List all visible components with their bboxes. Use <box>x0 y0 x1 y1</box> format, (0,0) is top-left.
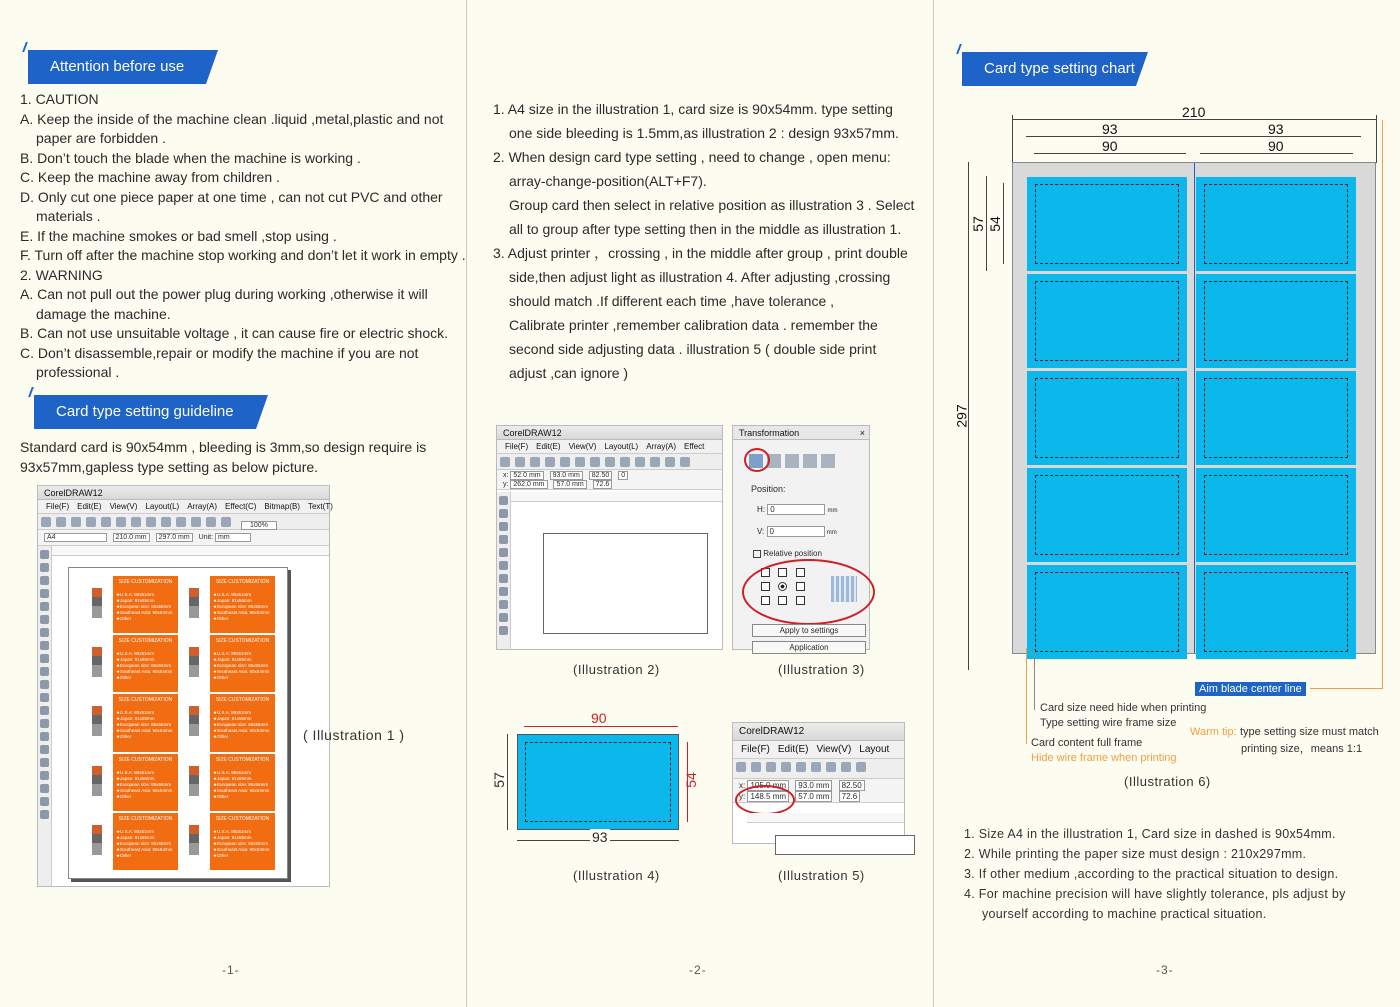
h-field[interactable]: 57.0 mm <box>795 791 832 802</box>
card-line: ★Southeast Asia: 90x54mm <box>213 669 270 675</box>
card-logo <box>180 635 210 692</box>
card-header: SIZE CUSTOMIZATION <box>215 638 270 645</box>
dim-297: 297 <box>953 404 970 428</box>
card-line: ★Southeast Asia: 90x54mm <box>116 610 173 615</box>
toolbox <box>38 546 52 886</box>
card-content <box>113 813 178 870</box>
chart-card <box>1196 565 1356 659</box>
chart-banner <box>962 52 1136 86</box>
card-line: ★U.S.A: 89x51mm <box>116 769 155 775</box>
close-icon[interactable]: × <box>859 428 865 438</box>
dim-210: 210 <box>1182 104 1206 120</box>
caution-item: paper are forbidden . <box>36 130 166 146</box>
business-card <box>82 812 179 871</box>
guideline-banner <box>34 395 256 429</box>
step-line: Calibrate printer ,remember calibration data . remember the <box>509 317 878 333</box>
business-card <box>179 812 276 871</box>
chart-notes <box>964 824 1369 924</box>
illustration-6-caption: (Illustration 6) <box>1124 774 1211 789</box>
annotation-leader-1 <box>1034 648 1035 710</box>
panel-title: Transformation <box>739 428 800 438</box>
card-header: SIZE CUSTOMIZATION <box>118 756 173 763</box>
step-line: side,then adjust light as illustration 4. After adjusting ,crossing <box>509 269 891 285</box>
app-titlebar <box>733 723 904 741</box>
chart-card <box>1196 371 1356 465</box>
card-line: ★U.S.A: 89x51mm <box>213 651 252 657</box>
caution-item: F. Turn off after the machine stop working and don’t let it work in empty . <box>20 247 466 263</box>
menu-edit[interactable]: Edit(E) <box>77 502 102 511</box>
note-line: 4. For machine precision will have slightly tolerance, pls adjust by <box>964 887 1346 901</box>
highlight-ellipse <box>735 785 795 815</box>
page-1 <box>0 0 467 1007</box>
card-line: ★Other <box>213 793 229 799</box>
height-field[interactable]: 297.0 mm <box>156 533 193 542</box>
v-label: V: <box>757 527 765 536</box>
scale-x-field[interactable]: 82.50 <box>839 780 865 791</box>
caution-item: materials . <box>36 208 101 224</box>
card-line: ★U.S.A: 89x51mm <box>116 828 155 834</box>
warning-heading: 2. WARNING <box>20 266 103 283</box>
card-header: SIZE CUSTOMIZATION <box>118 815 173 822</box>
card-logo <box>83 813 113 870</box>
card-header: SIZE CUSTOMIZATION <box>215 756 270 763</box>
annotation-leader-2 <box>1026 648 1027 744</box>
menu-bar <box>733 741 904 759</box>
card-line: ★Other <box>116 793 132 799</box>
right-dimension: 54 <box>682 772 699 788</box>
blade-center-line <box>1194 163 1195 653</box>
dim-90-right: 90 <box>1268 138 1284 154</box>
caution-item: E. If the machine smokes or bad smell ,stop using . <box>20 227 337 244</box>
caution-item: A. Keep the inside of the machine clean .liquid ,metal,plastic and not <box>20 110 444 127</box>
page-number-2: -2- <box>689 963 707 977</box>
guideline-line: 93x57mm,gapless type setting as below picture. <box>20 458 319 475</box>
menu-file[interactable]: File(F) <box>505 442 529 451</box>
menu-view[interactable]: View(V) <box>568 442 597 451</box>
warning-item: damage the machine. <box>36 305 171 322</box>
note-line: yourself according to machine practical situation. <box>982 907 1267 921</box>
menu-file[interactable]: File(F) <box>46 502 70 511</box>
card-line: ★Southeast Asia: 90x54mm <box>213 846 270 852</box>
menu-effect[interactable]: Effect <box>684 442 705 451</box>
width-field[interactable]: 210.0 mm <box>113 533 150 542</box>
menu-bar <box>38 500 333 514</box>
card-header: SIZE CUSTOMIZATION <box>118 579 173 585</box>
chart-card <box>1027 371 1187 465</box>
warning-item: professional . <box>36 364 120 380</box>
card-trim-line <box>1035 475 1179 555</box>
step-line: one side bleeding is 1.5mm,as illustration 2 : design 93x57mm. <box>509 125 899 141</box>
property-bar: x: 52.0 mm 93.0 mm 82.50 0 y: 262.0 mm 57.0 mm 72.6 <box>497 470 722 490</box>
highlight-ellipse <box>742 559 875 625</box>
annotation-card-size: Card size need hide when printing <box>1040 702 1207 714</box>
menu-text[interactable]: Text(T) <box>307 502 333 511</box>
caution-heading: 1. CAUTION <box>20 91 99 107</box>
card-header: SIZE CUSTOMIZATION <box>215 697 270 704</box>
card-line: ★U.S.A: 89x51mm <box>116 592 155 597</box>
note-line: 2. While printing the paper size must design : 210x297mm. <box>964 847 1307 861</box>
highlight-circle <box>744 448 770 472</box>
h-row <box>757 504 837 515</box>
illustration-5-screenshot <box>732 722 905 844</box>
apply-to-settings-button[interactable]: Apply to settings <box>752 624 866 637</box>
card-trim-line <box>1204 378 1348 458</box>
illustration-4-diagram <box>490 710 717 850</box>
card-line: ★Other <box>116 734 132 740</box>
h-field[interactable]: 57.0 mm <box>553 480 586 489</box>
step-line: all to group after type setting then in the middle as illustration 1. <box>509 221 902 237</box>
step-line: Group card then select in relative position as illustration 3 . Select <box>509 197 915 213</box>
top-ruler <box>511 492 722 502</box>
illustration-5-caption: (Illustration 5) <box>778 868 865 883</box>
menu-layout[interactable]: Layout(L) <box>145 502 180 511</box>
card-line: ★European size: 85x55mm <box>116 840 172 846</box>
aim-leader-vertical <box>1382 120 1383 689</box>
card-line: ★Southeast Asia: 90x54mm <box>213 610 270 615</box>
card-line: ★European size: 85x55mm <box>116 663 172 669</box>
card-line: ★European size: 85x55mm <box>213 604 269 609</box>
card-line: ★European size: 85x55mm <box>213 663 269 669</box>
card-logo <box>180 694 210 751</box>
card-content <box>210 694 275 751</box>
card-line: ★Southeast Asia: 90x54mm <box>116 669 173 675</box>
menu-array[interactable]: Array(A) <box>187 502 217 511</box>
h-unit: mm <box>827 508 838 514</box>
menu-edit[interactable]: Edit(E) <box>777 744 809 755</box>
card-line: ★Other <box>213 675 229 681</box>
v-unit: mm <box>826 530 837 536</box>
aim-leader-line <box>1310 688 1382 689</box>
app-title: CorelDRAW12 <box>739 726 805 737</box>
menu-bar <box>497 440 722 454</box>
relative-checkbox-row[interactable] <box>753 549 822 558</box>
size-icon[interactable] <box>803 454 817 468</box>
card-logo <box>83 694 113 751</box>
x-field[interactable]: 52.0 mm <box>510 471 543 480</box>
menu-bitmap[interactable]: Bitmap(B) <box>264 502 300 511</box>
menu-view[interactable]: View(V) <box>109 502 138 511</box>
scale-y-field[interactable]: 72.6 <box>839 791 861 802</box>
card-logo <box>180 754 210 811</box>
card-header: SIZE CUSTOMIZATION <box>215 815 270 822</box>
paper-select[interactable]: A4 <box>44 533 107 542</box>
business-card <box>179 575 276 634</box>
top-dimension: 90 <box>591 710 607 726</box>
panel-titlebar <box>733 426 869 440</box>
menu-file[interactable]: File(F) <box>741 744 770 755</box>
step-line: adjust ,can ignore ) <box>509 365 629 381</box>
card-line: ★Southeast Asia: 90x54mm <box>116 787 173 793</box>
card-line: ★Japan: 91x55mm <box>213 657 252 663</box>
chart-card <box>1027 565 1187 659</box>
card-line: ★European size: 85x55mm <box>116 604 172 609</box>
card-trim-line <box>1035 281 1179 361</box>
step-line: 3. Adjust printer ，crossing , in the middle after group , print double <box>493 245 908 261</box>
business-card <box>82 753 179 812</box>
card-line: ★Japan: 91x55mm <box>213 598 252 603</box>
illustration-3-caption: (Illustration 3) <box>778 662 865 677</box>
guideline-text <box>20 438 460 477</box>
card-content <box>113 576 178 633</box>
chart-card <box>1027 468 1187 562</box>
unit-label: Unit: <box>198 534 214 541</box>
illustration-2-caption: (Illustration 2) <box>573 662 660 677</box>
standard-toolbar <box>733 759 904 779</box>
card-content <box>113 694 178 751</box>
angle-field[interactable]: 0 <box>618 471 628 480</box>
illustration-4-caption: (Illustration 4) <box>573 868 660 883</box>
card-line: ★Japan: 91x55mm <box>116 657 155 663</box>
guideline-line: Standard card is 90x54mm , bleeding is 3mm,so design require is <box>20 439 427 455</box>
card-logo <box>83 754 113 811</box>
dim-tick <box>1376 115 1377 163</box>
annotation-wire-frame: Type setting wire frame size <box>1040 717 1177 729</box>
caution-text <box>20 90 465 383</box>
card-line: ★Southeast Asia: 90x54mm <box>116 728 173 734</box>
card-line: ★U.S.A: 89x51mm <box>213 769 252 775</box>
dim-tick <box>1012 115 1013 163</box>
card-line: ★U.S.A: 89x51mm <box>116 710 155 716</box>
apply-button[interactable]: Application <box>752 641 866 654</box>
illustration-2-screenshot <box>496 425 723 650</box>
illustration-3-transformation-panel <box>732 425 870 650</box>
card-logo <box>83 576 113 633</box>
card-line: ★Japan: 91x55mm <box>116 716 155 722</box>
app-title: CorelDRAW12 <box>44 488 103 498</box>
card-line: ★Japan: 91x55mm <box>213 834 252 840</box>
dim-90-left: 90 <box>1102 138 1118 154</box>
standard-toolbar <box>38 514 329 530</box>
dim-93-left: 93 <box>1102 121 1118 137</box>
dim-line-54 <box>1003 183 1004 264</box>
top-ruler <box>747 813 904 823</box>
card-line: ★Other <box>116 616 132 621</box>
card-header: SIZE CUSTOMIZATION <box>215 579 270 585</box>
card-content <box>113 754 178 811</box>
card-line: ★U.S.A: 89x51mm <box>213 828 252 834</box>
dim-57: 57 <box>969 216 986 232</box>
standard-toolbar <box>497 454 722 470</box>
page-2 <box>467 0 934 1007</box>
steps-text <box>493 97 923 385</box>
attention-title: Attention before use <box>50 58 185 75</box>
business-card <box>82 634 179 693</box>
zoom-select[interactable]: 100% <box>241 521 277 530</box>
card-line: ★Other <box>213 616 229 621</box>
h-input[interactable]: 0 <box>767 504 825 515</box>
card-trim-line <box>1035 572 1179 652</box>
menu-edit[interactable]: Edit(E) <box>536 442 561 451</box>
warning-item: B. Can not use unsuitable voltage , it can cause fire or electric shock. <box>20 325 449 341</box>
card-line: ★European size: 85x55mm <box>116 781 172 787</box>
chart-card <box>1027 274 1187 368</box>
caution-item: B. Don’t touch the blade when the machine is working . <box>20 149 361 166</box>
note-line: 3. If other medium ,according to the practical situation to design. <box>964 867 1339 881</box>
business-card <box>82 693 179 752</box>
card-grid <box>82 575 276 871</box>
warm-tip-text-1: type setting size must match <box>1240 726 1379 738</box>
menu-array[interactable]: Array(A) <box>646 442 676 451</box>
chart-title: Card type setting chart <box>984 60 1135 77</box>
card-line: ★Japan: 91x55mm <box>116 834 155 840</box>
app-title: CorelDRAW12 <box>503 428 562 438</box>
card-content <box>210 813 275 870</box>
card-header: SIZE CUSTOMIZATION <box>118 697 173 704</box>
position-label: Position: <box>751 484 786 494</box>
card-trim-line <box>1204 572 1348 652</box>
card-line: ★Other <box>213 734 229 740</box>
x-field[interactable]: 105.0 mm <box>747 780 789 791</box>
toolbox <box>497 492 511 649</box>
y-field[interactable]: 148.5 mm <box>747 791 789 802</box>
card-content <box>210 754 275 811</box>
dim-93-right: 93 <box>1268 121 1284 137</box>
page-number-3: -3- <box>1156 963 1174 977</box>
v-row <box>757 526 837 537</box>
a4-sheet <box>1012 162 1376 654</box>
card-line: ★European size: 85x55mm <box>213 722 269 728</box>
business-card <box>82 575 179 634</box>
caution-item: D. Only cut one piece paper at one time , can not cut PVC and other <box>20 188 443 205</box>
card-line: ★Southeast Asia: 90x54mm <box>213 787 270 793</box>
warm-tip-text-2: printing size，means 1:1 <box>1241 743 1363 755</box>
card-line: ★Other <box>116 675 132 681</box>
card-line: ★Other <box>116 852 132 858</box>
card-trim-line <box>1035 378 1179 458</box>
card-line: ★U.S.A: 89x51mm <box>116 651 155 657</box>
w-field[interactable]: 93.0 mm <box>795 780 832 791</box>
chart-card <box>1196 177 1356 271</box>
scale-y-field[interactable]: 72.6 <box>593 480 613 489</box>
menu-layout[interactable]: Layout <box>859 744 890 755</box>
business-card <box>179 753 276 812</box>
annotation-hide-frame: Hide wire frame when printing <box>1031 752 1177 764</box>
h-label: H: <box>757 505 765 514</box>
skew-icon[interactable] <box>821 454 835 468</box>
card-line: ★U.S.A: 89x51mm <box>213 592 252 597</box>
card-trim-line <box>1204 475 1348 555</box>
property-bar: x: 105.0 mm 93.0 mm 82.50 y: 148.5 mm 57.0 mm 72.6 <box>733 779 904 803</box>
note-line: 1. Size A4 in the illustration 1, Card size in dashed is 90x54mm. <box>964 827 1336 841</box>
card-header: SIZE CUSTOMIZATION <box>118 638 173 645</box>
card-content <box>210 635 275 692</box>
chart-card <box>1196 468 1356 562</box>
card-line: ★Japan: 91x55mm <box>213 716 252 722</box>
annotation-full-frame: Card content full frame <box>1031 737 1143 749</box>
bottom-dimension: 93 <box>592 829 608 845</box>
step-line: should match .If different each time ,have tolerance , <box>509 293 835 309</box>
card-line: ★Japan: 91x55mm <box>116 775 155 781</box>
left-dimension: 57 <box>490 772 507 788</box>
page-number-1: -1- <box>222 963 240 977</box>
scale-x-field[interactable]: 82.50 <box>589 471 613 480</box>
business-card <box>179 634 276 693</box>
card-line: ★Japan: 91x55mm <box>213 775 252 781</box>
y-field[interactable]: 262.0 mm <box>510 480 547 489</box>
guideline-title: Card type setting guideline <box>56 403 234 420</box>
card-logo <box>180 576 210 633</box>
chart-card <box>1027 177 1187 271</box>
card-line: ★Other <box>213 852 229 858</box>
card-line: ★European size: 85x55mm <box>213 781 269 787</box>
step-line: 1. A4 size in the illustration 1, card size is 90x54mm. type setting <box>493 101 893 117</box>
relative-label: Relative position <box>763 549 822 558</box>
card-line: ★European size: 85x55mm <box>213 840 269 846</box>
top-ruler <box>52 546 329 556</box>
scale-icon[interactable] <box>785 454 799 468</box>
card-line: ★U.S.A: 89x51mm <box>213 710 252 716</box>
app-titlebar <box>497 426 722 440</box>
canvas-page-edge <box>775 835 915 855</box>
property-bar <box>38 530 329 546</box>
menu-effect[interactable]: Effect(C) <box>225 502 257 511</box>
dim-54: 54 <box>986 216 1003 232</box>
business-card <box>179 693 276 752</box>
left-dim-line <box>507 734 508 830</box>
card-trim-area <box>525 742 671 822</box>
menu-view[interactable]: View(V) <box>816 744 852 755</box>
card-content <box>113 635 178 692</box>
step-line: second side adjusting data . illustration 5 ( double side print <box>509 341 877 357</box>
card-line: ★Japan: 91x55mm <box>116 598 155 603</box>
chart-card <box>1196 274 1356 368</box>
checkbox[interactable] <box>753 550 761 558</box>
card-logo <box>83 635 113 692</box>
card-trim-line <box>1204 281 1348 361</box>
top-dim-line <box>524 726 678 727</box>
w-field[interactable]: 93.0 mm <box>550 471 583 480</box>
card-trim-line <box>1035 184 1179 264</box>
selected-card-frame <box>543 533 708 634</box>
card-content <box>210 576 275 633</box>
illustration-1-caption: ( Illustration 1 ) <box>303 727 405 743</box>
v-input[interactable]: 0 <box>767 526 825 537</box>
unit-select[interactable]: mm <box>215 533 251 542</box>
illustration-1-screenshot <box>37 485 333 887</box>
card-line: ★Southeast Asia: 90x54mm <box>116 846 173 852</box>
aim-blade-label: Aim blade center line <box>1195 682 1306 696</box>
warm-tip-label: Warm tip: <box>1190 726 1237 738</box>
step-line: array-change-position(ALT+F7). <box>509 173 707 189</box>
card-line: ★Southeast Asia: 90x54mm <box>213 728 270 734</box>
card-line: ★European size: 85x55mm <box>116 722 172 728</box>
attention-banner <box>28 50 206 84</box>
warning-item: A. Can not pull out the power plug during working ,otherwise it will <box>20 286 428 302</box>
menu-layout[interactable]: Layout(L) <box>604 442 639 451</box>
card-trim-line <box>1204 184 1348 264</box>
card-logo <box>180 813 210 870</box>
warning-item: C. Don’t disassemble,repair or modify the machine if you are not <box>20 344 419 361</box>
app-titlebar <box>38 486 329 500</box>
caution-item: C. Keep the machine away from children . <box>20 169 280 185</box>
step-line: 2. When design card type setting , need to change , open menu: <box>493 149 891 165</box>
